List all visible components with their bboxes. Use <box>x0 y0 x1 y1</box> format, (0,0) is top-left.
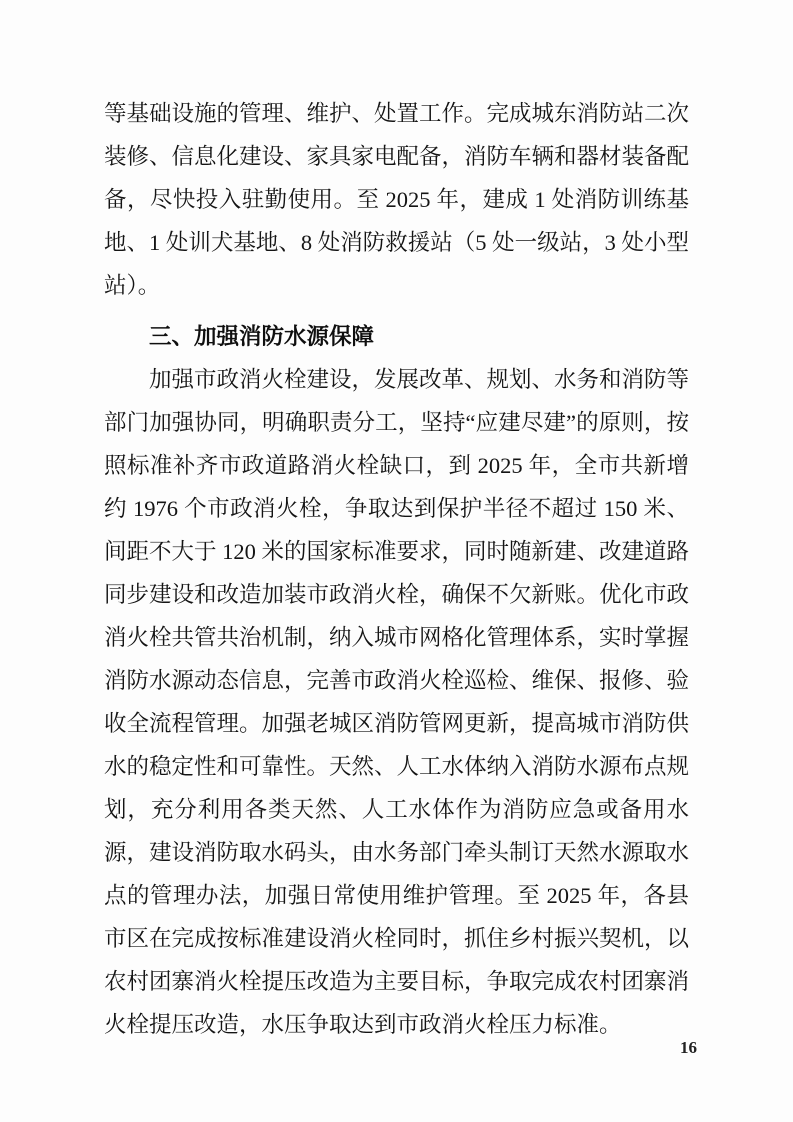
paragraph-continuation: 等基础设施的管理、维护、处置工作。完成城东消防站二次装修、信息化建设、家具家电配备，消防车辆和器材装备配备，尽快投入驻勤使用。至 2025 年，建成 1 处消防训练基地、1 处训犬基地、8 处消防救援站（5 处一级站，3 处小型站）。 <box>104 101 690 298</box>
block-spacer <box>104 307 689 315</box>
section-heading: 三、加强消防水源保障 <box>149 324 375 349</box>
page-number: 16 <box>680 1038 697 1057</box>
document-body <box>104 92 689 1046</box>
paragraph-section-body: 加强市政消火栓建设，发展改革、规划、水务和消防等部门加强协同，明确职责分工，坚持“应建尽建”的原则，按照标准补齐市政道路消火栓缺口，到 2025 年，全市共新增约 1976 个市政消火栓，争取达到保护半径不超过 150 米、间距不大于 120 米的国家标准要求，同时随新建、改建道路同步建设和改造加装市政消火栓，确保不欠新账。优化市政消火栓共管共治机制，纳入城市网格化管理体系，实时掌握消防水源动态信息，完善市政消火栓巡检、维保、报修、验收全流程管理。加强老城区消防管网更新，提高城市消防供水的稳定性和可靠性。天然、人工水体纳入消防水源布点规划，充分利用各类天然、人工水体作为消防应急或备用水源，建设消防取水码头，由水务部门牵头制订天然水源取水点的管理办法，加强日常使用维护管理。至 2025 年，各县市区在完成按标准建设消火栓同时，抓住乡村振兴契机，以农村团寨消火栓提压改造为主要目标，争取完成农村团寨消火栓提压改造，水压争取达到市政消火栓压力标准。 <box>104 367 690 1037</box>
